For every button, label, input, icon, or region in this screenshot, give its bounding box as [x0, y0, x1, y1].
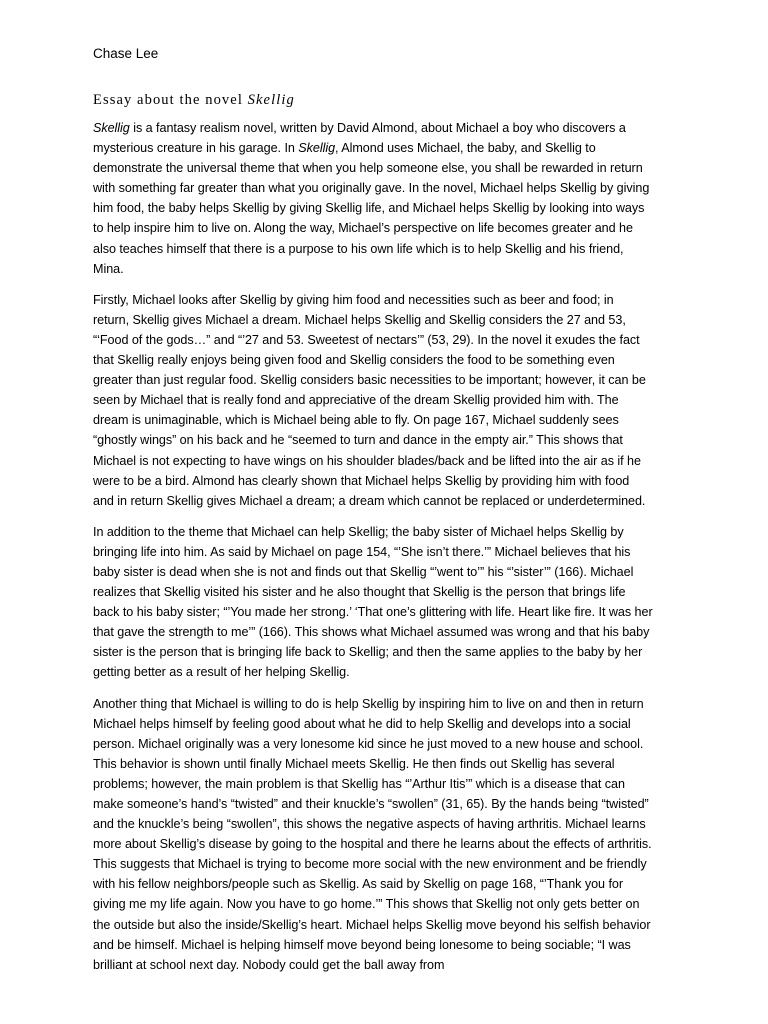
intro-text-2: , Almond uses Michael, the baby, and Skellig to demonstrate the universal theme that when you help someone else, you shall be rewarded in return with something far greater than what you originally gave. In the novel, Michael helps Skellig by giving him food, the baby helps Skellig by giving Skellig life, and Michael helps Skellig by looking into ways to help inspire him to live on. Along the way, Michael’s perspective on life becomes greater and he also teaches himself that there is a purpose to his own life which is to help Skellig and his friend, Mina.: [93, 141, 650, 276]
intro-italic-1: Skellig: [93, 121, 130, 135]
author-name: Chase Lee: [93, 46, 159, 61]
essay-title-novel: Skellig: [247, 92, 295, 108]
essay-title: [93, 90, 653, 110]
intro-italic-2: Skellig: [298, 141, 336, 156]
intro-text-1: is a fantasy realism novel, written by David Almond, about Michael a boy who discovers a mysterious creature in his garage. In: [93, 121, 626, 156]
body-paragraph-2: In addition to the theme that Michael can help Skellig; the baby sister of Michael helps Skellig by bringing life into him. As said by Michael on page 154, “’She isn’t there.’” Michael believes that his baby sister is dead when she is not and finds out that Skellig “’went to’” his “’sister’” (166). Michael realizes that Skellig visited his sister and he also thought that Skellig is the person that brings life back to his baby sister; “’You made her strong.’ ‘That one’s glittering with life. Heart like fire. It was her that gave the strength to me’” (166). This shows what Michael assumed was wrong and that his baby sister is the person that is bringing life back to Skellig; and then the same applies to the baby by her getting better as a result of her helping Skellig.: [93, 524, 653, 680]
body-paragraph-3: Another thing that Michael is willing to do is help Skellig by inspiring him to live on and then in return Michael helps himself by feeling good about what he did to help Skellig and develops into a social person. Michael originally was a very lonesome kid since he just moved to a new house and school. This behavior is shown until finally Michael meets Skellig. He then finds out Skellig has several problems; however, the main problem is that Skellig has “’Arthur Itis’” which is a disease that can make someone’s hand’s “twisted” and their knuckle’s “swollen” (31, 65). By the hands being “twisted” and the knuckle’s being “swollen”, this shows the negative aspects of having arthritis. Michael learns more about Skellig’s disease by going to the hospital and there he learns about the effects of arthritis. This suggests that Michael is trying to become more social with the new environment and be friendly with his fellow neighbors/people such as Skellig. As said by Skellig on page 168, “’Thank you for giving me my life again. Now you have to go home.’” This shows that Skellig not only gets better on the outside but also the inside/Skellig’s heart. Michael helps Skellig move beyond his selfish behavior and be himself. Michael is helping himself move beyond being lonesome to being sociable; “I was brilliant at school next day. Nobody could get the ball away from: [93, 696, 652, 972]
body-paragraph-1: Firstly, Michael looks after Skellig by giving him food and necessities such as beer and food; in return, Skellig gives Michael a dream. Michael helps Skellig and Skellig considers the 27 and 53, “‘Food of the gods…” and “’27 and 53. Sweetest of nectars’” (53, 29). In the novel it exudes the fact that Skellig really enjoys being given food and Skellig considers the food to be something even greater than just regular food. Skellig considers basic necessities to be important; however, it can be seen by Michael that is really fond and appreciative of the dream Skellig provided him with. The dream is unimaginable, which is Michael being able to fly. On page 167, Michael suddenly sees “ghostly wings” on his back and he “seemed to turn and dance in the empty air.” This shows that Michael is not expecting to have wings on his shoulder blades/back and be lifted into the air as if he were to be a bird. Almond has clearly shown that Michael helps Skellig by providing him with food and in return Skellig gives Michael a dream; a dream which cannot be replaced or underdetermined.: [93, 292, 646, 508]
intro-paragraph: [93, 118, 653, 279]
essay-title-prefix: Essay about the novel: [93, 92, 248, 108]
document-page: [93, 44, 653, 986]
